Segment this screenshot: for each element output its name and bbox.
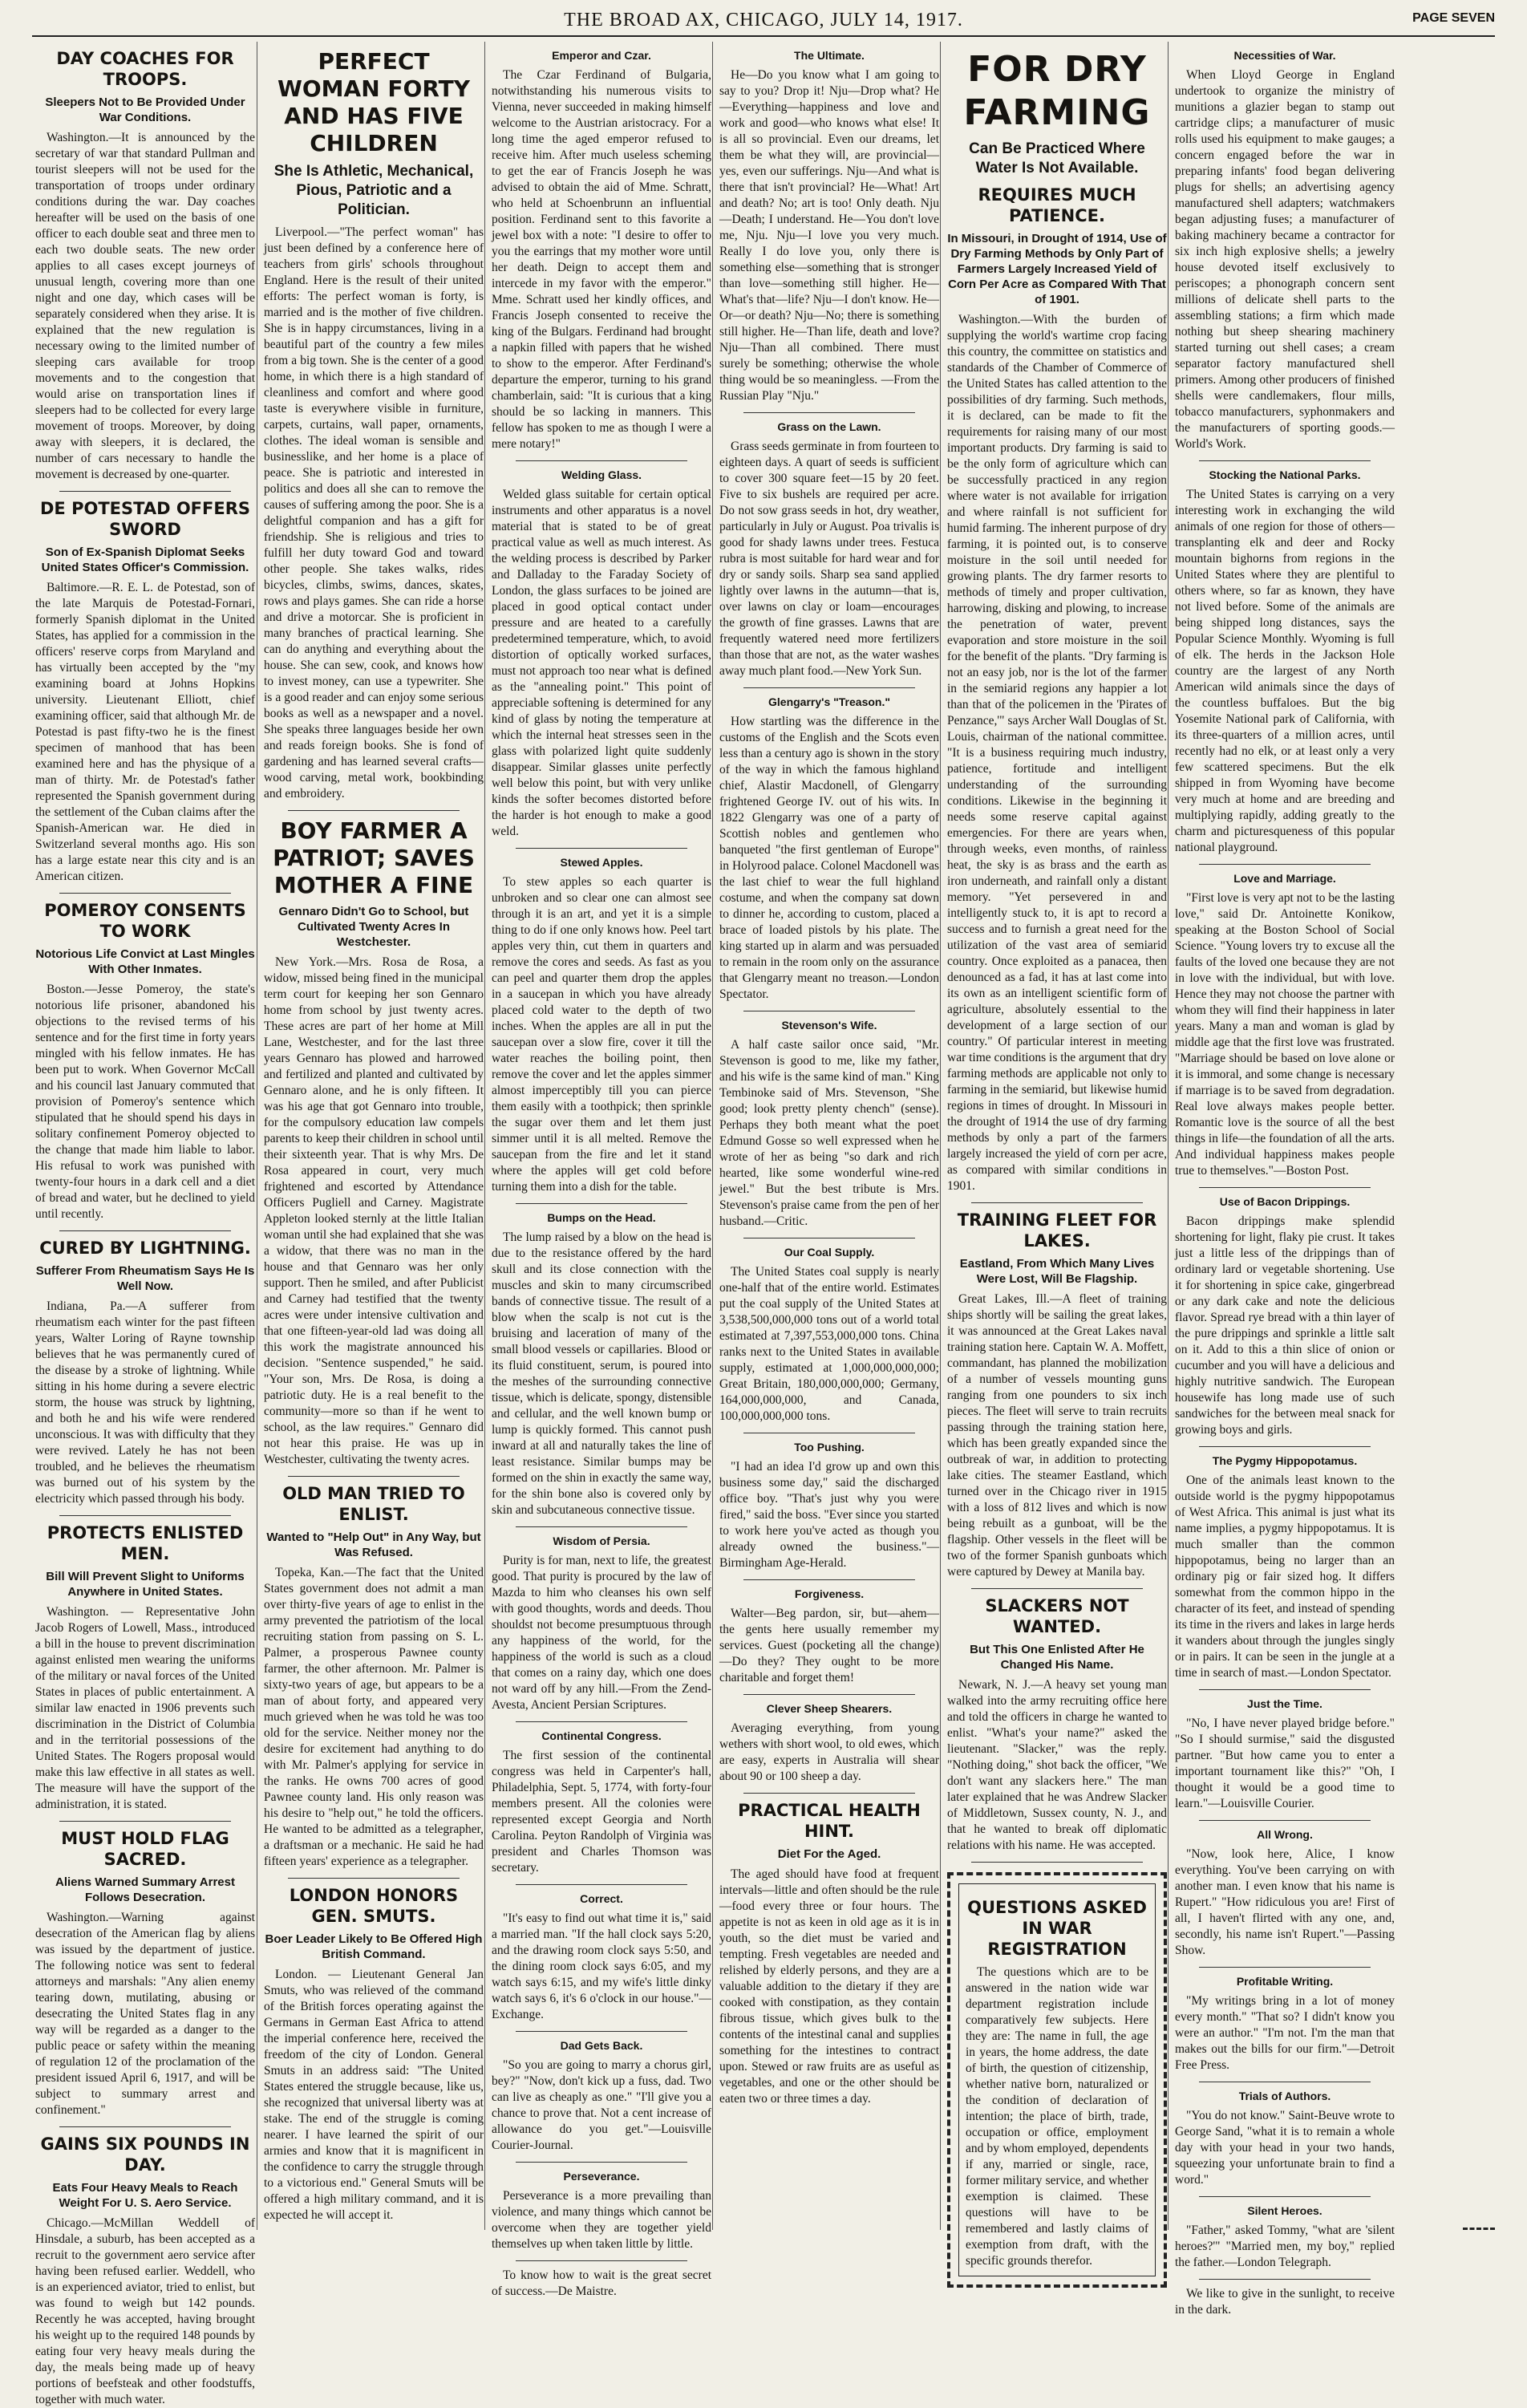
article-subheadline: Sleepers Not to Be Provided Under War Conditions. bbox=[45, 95, 245, 124]
article-divider bbox=[1199, 1446, 1371, 1447]
article bbox=[492, 1534, 711, 1713]
article-divider bbox=[516, 460, 687, 461]
article-divider bbox=[59, 1821, 231, 1822]
article-divider bbox=[516, 1526, 687, 1527]
article-divider bbox=[59, 491, 231, 492]
article-divider bbox=[59, 2126, 231, 2127]
article-body: To stew apples so each quarter is unbroken and so clear one can almost see through it is an art, and yet it is a simple thing to do if one only knows how. Peel tart apples very thin, cut them in quarters and remove the cores and seeds. As fast as you can peel and quarter them drop the apples in a saucepan in which you have already placed cold water to the depth of two inches. When the apples are all in put the saucepan over a slow fire, cover it till the water reaches the boiling point, then remove the cover and let the apples simmer almost imperceptibly till you can pierce them easily with a toothpick; then sprinkle the sugar over them and let them just simmer until it is all melted. Remove the saucepan from the fire and let it stand where the apples will get cold before turning them into a dish for the table. bbox=[492, 875, 711, 1194]
article bbox=[1175, 1697, 1395, 1812]
article bbox=[492, 1729, 711, 1876]
article-body: Topeka, Kan.—The fact that the United States government does not admit a man over thirty-five years of age to enlist in the army prevented the patriotism of the local recruiting station from passing on S. L. Palmer, a prosperous Pawnee county farmer, the other afternoon. Mr. Palmer is sixty-two years of age, but appears to be a man of about forty, and appeared very much grieved when he was told he was too old for the service. Neither money nor the desire for excitement had anything to do with Mr. Palmer's applying for service in the ranks. He owns 700 acres of good Pawnee county land. His only reason was his desire to "help out," he told the officers. He wanted to be admitted as a telegrapher, a draftsman or a mechanic. He said he had fifteen years' experience as a telegrapher. bbox=[264, 1566, 484, 1868]
article-body: "No, I have never played bridge before." "So I should surmise," said the disgusted partner. "But how came you to enter a important tournament like this?" "Oh, I thought it would be a good time to learn."—Louisville Courier. bbox=[1175, 1717, 1395, 1810]
article-divider bbox=[516, 1721, 687, 1722]
article-headline: Just the Time. bbox=[1247, 1697, 1322, 1710]
article-headline: MUST HOLD FLAG SACRED. bbox=[61, 1829, 229, 1869]
article bbox=[719, 1587, 939, 1686]
article-body: Walter—Beg pardon, sir, but—ahem—the gents here usually remember my services. Guest (pocketing all the change)—Do they? They ought to be more charitable and forget them! bbox=[719, 1607, 939, 1684]
article-divider bbox=[971, 1862, 1143, 1863]
article-body: One of the animals least known to the outside world is the pygmy hippopotamus of West Africa. This animal is just what its name implies, a pygmy hippopotamus. It is much smaller than the common hippopotamus, being no larger than an ordinary pig or fair sized hog. It differs somewhat from the common hippo in the character of its feet, and instead of spending its time in the rivers and lakes in large herds it wanders about through the jungles singly or in pairs. It can be seen in the jungle at a time in search of mast.—London Spectator. bbox=[1175, 1474, 1395, 1680]
article-headline: BOY FARMER A PATRIOT; SAVES MOTHER A FINE bbox=[273, 817, 475, 898]
article-headline: Necessities of War. bbox=[1233, 49, 1336, 62]
article-body: "So you are going to marry a chorus girl, bey?" "Now, don't kick up a fuss, dad. Two can live as cheaply as one." "I'll give you a chance to prove that. Not a cent increase of allowance do you get."—Louisville Courier-Journal. bbox=[492, 2058, 711, 2152]
article bbox=[719, 420, 939, 679]
article-body: The United States is carrying on a very interesting work in exchanging the wild animals of one region for those of others—transplanting elk and deer and Rocky mountain bighorns from regions in the United States where they are plentiful to others where, so far as known, they have not lived before. Some of the animals are being shipped long distances, says the Popular Science Monthly. Wyoming is full of elk. The herds in the Jackson Hole country are the largest of any North American wild animals since the days of the countless buffaloes. But the big Yosemite National park of California, with its three-quarters of a million acres, until recently had no elk, or at least only a very few scattered specimens. But the elk shipped in from Wyoming have become very much at home and are breeding and multiplying rapidly, adding greatly to the charm and picturesqueness of this popular national playground. bbox=[1175, 488, 1395, 854]
article-headline: Too Pushing. bbox=[794, 1441, 865, 1453]
article-headline: Emperor and Czar. bbox=[552, 49, 651, 62]
article-body: "Father," asked Tommy, "what are 'silent heroes?'" "Married men, my boy," replied the father.—London Telegraph. bbox=[1175, 2224, 1395, 2269]
article-divider bbox=[1199, 2279, 1371, 2280]
article-headline: Clever Sheep Shearers. bbox=[766, 1702, 893, 1715]
article-divider bbox=[516, 1884, 687, 1885]
article bbox=[1175, 2089, 1395, 2188]
article-headline: Our Coal Supply. bbox=[784, 1246, 875, 1259]
article-headline: Profitable Writing. bbox=[1236, 1975, 1334, 1988]
article bbox=[719, 48, 939, 404]
article-divider bbox=[1199, 1187, 1371, 1188]
article-body: The aged should have food at frequent intervals—little and often should be the rule—food every three or four hours. The appetite is not as keen in old age as it is in youth, so the diet must be varied and tempting. Fresh vegetables are needed and relished by elderly persons, and they are a valuable addition to the dietary if they are cooked with constipation, as they contain fibrous tissue, which gives bulk to the contents of the intestinal canal and supplies something for the intestines to contract upon. Stewed or raw fruits are as useful as vegetables, and one or the other should be eaten two or three times a day. bbox=[719, 1867, 939, 2106]
article-subheadline: But This One Enlisted After He Changed His Name. bbox=[970, 1643, 1144, 1672]
article bbox=[492, 1210, 711, 1518]
article-divider bbox=[516, 2162, 687, 2163]
article-headline: Stewed Apples. bbox=[560, 856, 643, 869]
article-secondary-subheadline: In Missouri, in Drought of 1914, Use of Dry Farming Methods by Only Part of Farmers Largely Increased Yield of Corn Per Acre as Compared With That of 1901. bbox=[947, 232, 1167, 306]
column-4 bbox=[712, 42, 946, 2230]
column-1 bbox=[32, 42, 261, 2406]
article-body: He—Do you know what I am going to say to you? Drop it! Nju—Drop what? He—Everything—happiness and love and work and good—who knows what else! It is all so provincial. Even our dreams, let them be what they will, are provincial—yes, even our sufferings. Nju—And what is there that isn't provincial? He—What! Art and death? No; art is too! Only death. Nju—Death; I understand. He—You don't love me, Nju. Nju—I love you very much. Really I do love you, only there is something else—something that is stronger than love—something still higher. He—What's that—life? Nju—I don't know. He—Or—or death? Nju—No; there is something still higher. He—Than life, death and love? Nju—Than all combined. There must surely be something; otherwise the whole thing would be so meaningless. —From the Russian Play "Nju." bbox=[719, 68, 939, 403]
article bbox=[1175, 1453, 1395, 1681]
article-body: Boston.—Jesse Pomeroy, the state's notorious life prisoner, abandoned his objections to the revised terms of his sentence and for the first time in forty years mingled with his fellow inmates. He has been put to work. When Governor McCall and his council last January commuted that provision of Pomeroy's sentence which stipulated that he should spend his days in solitary confinement Pomeroy objected to the change that made him liable to labor. His refusal to work was punished with twenty-four hours in a dark cell and a diet of bread and water, but he declined to yield until recently. bbox=[35, 983, 255, 1221]
article-headline: QUESTIONS ASKED IN WAR REGISTRATION bbox=[967, 1898, 1147, 1959]
article-headline: PERFECT WOMAN FORTY AND HAS FIVE CHILDREN bbox=[277, 48, 470, 156]
article bbox=[947, 1210, 1167, 1580]
article bbox=[492, 48, 711, 452]
article-body: Washington.—It is announced by the secretary of war that standard Pullman and tourist sleepers will not be used for the transportation of troops under ordinary conditions during the war. Day coaches hereafter will be used on the basis of one officer to each double seat and three men to each two double seats. The new order applies to all cases except journeys of unusual length, covering more than one night and one day, which cases will be separately considered when they arise. It is explained that the new regulation is necessary owing to the limited number of sleeping cars available for troop movements and to the congestion that would arise on transportation lines if sleepers had to be collected for every large movement of troops. Moreover, by doing away with sleepers, it is declared, the number of cars necessary to handle the movement is decreased by one-quarter. bbox=[35, 131, 255, 481]
article-divider bbox=[288, 1878, 460, 1879]
article bbox=[492, 2038, 711, 2154]
article bbox=[264, 1483, 484, 1870]
article bbox=[35, 48, 255, 483]
article bbox=[1175, 2203, 1395, 2271]
article bbox=[492, 855, 711, 1195]
article-divider bbox=[971, 1202, 1143, 1203]
article-body: Newark, N. J.—A heavy set young man walked into the army recruiting office here and told the officers in charge he wanted to enlist. "What's your name?" asked the lieutenant. "Slacker," was the reply. "Nothing doing," shot back the officer, "We don't want any slackers here." The man later explained that he was Andrew Slacker of Middletown, Sussex county, N. J., and that he wanted to break off diplomatic relations with his name. He was accepted. bbox=[947, 1678, 1167, 1852]
article-headline: PRACTICAL HEALTH HINT. bbox=[738, 1801, 921, 1841]
article-subheadline: Wanted to "Help Out" in Any Way, but Was Refused. bbox=[266, 1530, 481, 1559]
article-body: Perseverance is a more prevailing than violence, and many things which cannot be overcome when they are together yield themselves up when taken little by little. bbox=[492, 2189, 711, 2251]
article bbox=[492, 2169, 711, 2252]
masthead bbox=[32, 6, 1495, 37]
article-divider bbox=[1199, 2196, 1371, 2197]
article-headline: PROTECTS ENLISTED MEN. bbox=[47, 1523, 244, 1563]
article-headline: Welding Glass. bbox=[561, 468, 642, 481]
article bbox=[492, 2268, 711, 2300]
article-divider bbox=[516, 2031, 687, 2032]
article-body: "Now, look here, Alice, I know everything. You've been carrying on with another man. I even know that his name is Rupert." "How ridiculous you are! First of all, I haven't flirted with any one, and, secondly, his name isn't Rupert."—Passing Show. bbox=[1175, 1847, 1395, 1957]
article bbox=[35, 498, 255, 885]
article-body: Washington.—With the burden of supplying the world's wartime crop facing this country, the committee on statistics and standards of the Chamber of Commerce of the United States has called attention to the possibilities of dry farming. Such methods, it is declared, can be made to fit the requirements for raising many of our most important products. Dry farming is said to be the only form of agriculture which can be successfully practiced in any region where water is not available for irrigation and where rainfall is not sufficient for humid farming. The inherent purpose of dry farming, it is pointed out, is to conserve moisture in the soil until needed for growing plants. The dry farmer resorts to methods of timely and proper cultivation, harrowing, disking and plowing, to increase the penetration of water, prevent evaporation and store moisture in the soil for the benefit of the plants. "Dry farming is not an easy job, nor is the lot of the farmer in the semiarid regions any happier a lot than that of the policemen in the 'Pirates of Penzance,'" says Archer Wall Douglas of St. Louis, chairman of the national committee. "It is a business requiring much industry, patience, fortitude and intelligent understanding of the surrounding conditions. Likewise in the beginning it needs some reserve capital against emergencies. For there are years when, through weeks, even months, of rainless heat, the sky is as brass and the earth as iron underneath, and rainfall only a distant memory. "Yet persevered in and intelligently stuck to, it is apt to record a success and to furnish a great need for the utilization of the vast area of semiarid country. Once exploited as a panacea, then denounced as a fad, it has at last come into its own as an intelligent scientific form of agriculture, absolutely essential to the development of a large section of our country." Of particular interest in meeting war time conditions is the argument that dry farming methods are applicable not only to farming in the semiarid, but likewise humid regions in times of drought. In Missouri in the drought of 1914 the use of dry farming methods by only a part of the farmers largely increased the yield of corn per acre, as compared with similar conditions in 1901. bbox=[947, 313, 1167, 1193]
article bbox=[1175, 48, 1395, 452]
article-body: The first session of the continental congress was held in Carpenter's hall, Philadelphia, Sept. 5, 1774, with forty-four members present. All the colonies were represented except Georgia and North Carolina. Peyton Randolph of Virginia was president and Charles Thomson was secretary. bbox=[492, 1749, 711, 1875]
article-headline: TRAINING FLEET FOR LAKES. bbox=[957, 1210, 1157, 1251]
article bbox=[35, 1522, 255, 1813]
article bbox=[35, 1238, 255, 1507]
boxed-notice bbox=[947, 1872, 1167, 2288]
article-divider bbox=[743, 412, 915, 413]
article-subheadline: Diet For the Aged. bbox=[777, 1847, 881, 1861]
article-headline: Grass on the Lawn. bbox=[777, 420, 881, 433]
article-body: Grass seeds germinate in from fourteen to eighteen days. A quart of seeds is sufficient to cover 300 square feet—15 by 20 feet. Five to six bushels are required per acre. Do not sow grass seeds in hot, dry weather, particularly in July or August. Poa trivalis is good for shady lawns under trees. Festuca rubra is most suitable for hard wear and for dry or sandy soils. Sharp sea sand applied lightly over lawns in the autumn—that is, over lawns on clay or loam—encourages the growth of fine grasses. Lawns that are frequently watered need more fertilizers than those that are not, as the water washes away much plant food.—New York Sun. bbox=[719, 440, 939, 678]
article bbox=[719, 695, 939, 1003]
article-divider bbox=[743, 1694, 915, 1695]
article-subheadline: Aliens Warned Summary Arrest Follows Desecration. bbox=[55, 1875, 235, 1904]
article-body: Purity is for man, next to life, the greatest good. That purity is procured by the law of Mazda to him who cleanses his own self with good thoughts, words and deeds. Thou shouldst not become presumptuous through any happiness of the world, for the happiness of the world is such as a cloud that comes on a rainy day, which one does not ward off by any hill.—From the Zend-Avesta, Ancient Persian Scriptures. bbox=[492, 1554, 711, 1712]
column-6 bbox=[1168, 42, 1401, 2317]
article-headline: Use of Bacon Drippings. bbox=[1219, 1195, 1351, 1208]
article-body: Washington.—Warning against desecration of the American flag by aliens was issued by the department of justice. The following notice was sent to federal attorneys and marshals: "Any alien enemy tearing down, mutilating, abusing or desecrating the United States flag in any way will be regarded as a danger to the public peace or safety within the meaning of regulation 12 of the proclamation of the president issued April 6, 1917, and will be subject to summary arrest and confinement." bbox=[35, 1911, 255, 2117]
article-body: "I had an idea I'd grow up and own this business some day," said the discharged office boy. "That's just why you were fired," said the boss. "Ever since you started to work here you've acted as though you already owned the business."—Birmingham Age-Herald. bbox=[719, 1460, 939, 1570]
article-body: The Czar Ferdinand of Bulgaria, notwithstanding his numerous visits to Vienna, never succeeded in making himself welcome to the Austrian aristocracy. For a long time the aged emperor refused to receive him. After much useless scheming to get the ear of Francis Joseph he was advised to obtain the aid of Mme. Schratt, who held at Schoenbrunn an influential position. Ferdinand sent to this favorite a jewel box with a note: "I desire to offer to you the earrings that my mother wore until her death. Deign to accept them and intercede in my favor with the emperor." Mme. Schratt used her kindly offices, and Francis Joseph consented to receive the king of the Bulgars. Ferdinand had brought a napkin filled with papers that he wished to show to the emperor. After Ferdinand's departure the emperor, turning to his grand chamberlain, said: "It is curious that a king should be so lacking in manners. This fellow has spoken to me as though I were a mere notary!" bbox=[492, 68, 711, 451]
article-headline: Glengarry's "Treason." bbox=[768, 695, 890, 708]
article-headline: All Wrong. bbox=[1257, 1828, 1313, 1841]
article-body: The United States coal supply is nearly one-half that of the entire world. Estimates put the coal supply of the United States at 3,538,500,000,000 tons out of a world total estimated at 7,397,553,000,000 tons. China ranks next to the United States in available supply, estimated at 1,000,000,000,000; Great Britain, 180,000,000,000; Germany, 164,000,000,000, and Canada, 100,000,000,000 tons. bbox=[719, 1265, 939, 1423]
article-headline: OLD MAN TRIED TO ENLIST. bbox=[282, 1484, 465, 1524]
article-headline: DAY COACHES FOR TROOPS. bbox=[56, 49, 234, 89]
article-body: How startling was the difference in the customs of the English and the Scots even less than a century ago is shown in the story of the way in which the famous highland chief, Alastir Macdonell, of Glengarry frightened George IV. out of his wits. In 1822 Glengarry was one of a party of Scottish nobles and gentlemen who banqueted "the first gentleman of Europe" in Holyrood palace. Colonel Macdonell was the last chief to wear the full highland costume, and when the company sat down to dinner he, according to custom, placed a brace of loaded pistols by his plate. The king started up in alarm and was persuaded to remain in the room only on the assurance that Glengarry meant no treason.—London Spectator. bbox=[719, 715, 939, 1001]
article bbox=[264, 1885, 484, 2224]
article-headline: GAINS SIX POUNDS IN DAY. bbox=[40, 2134, 250, 2175]
article-subheadline: Eats Four Heavy Meals to Reach Weight For U. S. Aero Service. bbox=[52, 2181, 238, 2210]
article-divider bbox=[743, 1579, 915, 1580]
article-subheadline: Can Be Practiced Where Water Is Not Available. bbox=[969, 140, 1145, 176]
article-divider bbox=[59, 1230, 231, 1231]
article-headline: The Pygmy Hippopotamus. bbox=[1212, 1454, 1358, 1467]
article-headline: Trials of Authors. bbox=[1238, 2090, 1331, 2102]
column-5 bbox=[940, 42, 1173, 2268]
article-headline: Dad Gets Back. bbox=[560, 2039, 643, 2052]
article-headline: CURED BY LIGHTNING. bbox=[39, 1238, 251, 1258]
article-headline: Perseverance. bbox=[563, 2170, 640, 2183]
article-headline: SLACKERS NOT WANTED. bbox=[985, 1596, 1129, 1636]
article-subheadline: Gennaro Didn't Go to School, but Cultivated Twenty Acres In Westchester. bbox=[278, 905, 469, 949]
article-body: Great Lakes, Ill.—A fleet of training ships shortly will be sailing the great lakes, it was announced at the Great Lakes naval training station here. Captain W. A. Moffett, commandant, has planned the mobilization of a number of vessels mounting guns ranging from one pounders to six inch pieces. The fleet will serve to train recruits passing through the training station here, which has been greatly expanded since the outbreak of war, in addition to protecting lake cities. The steamer Eastland, which turned over in the Chicago river in 1915 with a loss of 812 lives and which is now being rebuilt as a gunboat, will be the flagship. Other vessels in the fleet will be two of the former Spanish gunboats which were captured by Dewey at Manila bay. bbox=[947, 1292, 1167, 1579]
article-divider bbox=[1199, 1820, 1371, 1821]
decorative-rule bbox=[1463, 2219, 1495, 2230]
article-divider bbox=[516, 1203, 687, 1204]
article-headline: Wisdom of Persia. bbox=[553, 1534, 650, 1547]
article bbox=[719, 1701, 939, 1785]
article-subheadline: Son of Ex-Spanish Diplomat Seeks United States Officer's Commission. bbox=[41, 545, 249, 574]
article bbox=[1175, 1194, 1395, 1438]
article-subheadline: Notorious Life Convict at Last Mingles With Other Inmates. bbox=[35, 947, 255, 976]
article-body: Indiana, Pa.—A sufferer from rheumatism each winter for the past fifteen years, Walter Loring of Rayne township believes that he was permanently cured of the disease by a stroke of lightning. While sitting in his home during a severe electric storm, the house was struck by lightning, and both he and his wife were rendered unconscious. It was with difficulty that they were revived. Lately he has not been troubled, and he believes the rheumatism was burned out of his system by the electricity which passed through his body. bbox=[35, 1299, 255, 1506]
article bbox=[719, 1245, 939, 1425]
boxed-notice-inner bbox=[958, 1883, 1156, 2276]
article-subheadline: Sufferer From Rheumatism Says He Is Well Now. bbox=[35, 1264, 255, 1293]
article-body: Baltimore.—R. E. L. de Potestad, son of the late Marquis de Potestad-Fornari, formerly Spanish diplomat in the United States, has applied for a commission in the officers' reserve corps from Maryland and has virtually been accepted by the "my examining board at Johns Hopkins university. Lieutenant Elliott, chief examining officer, said that although Mr. de Potestad is past fifty-two he is the finest specimen of manhood that has been examined here and has the physique of a man of thirty. Mr. de Potestad's father represented the Spanish government during the settlement of the Cuban claims after the Spanish-American war. He died in Switzerland several months ago. His son has a large estate near this city and is an American citizen. bbox=[35, 581, 255, 883]
article-divider bbox=[288, 810, 460, 811]
article-body: Chicago.—McMillan Weddell of Hinsdale, a suburb, has been accepted as a recruit to the government aero service after having been refused earlier. Weddell, who is an experienced aviator, tried to enlist, but was found to weigh but 142 pounds. Recently he was accepted, having brought his weight up to the required 148 pounds by eating four very heavy meals during the day, the meals being made up of heavy portions of beefsteak and other foodstuffs, together with much water. bbox=[35, 2216, 255, 2406]
article-divider bbox=[516, 2260, 687, 2261]
article-headline: POMEROY CONSENTS TO WORK bbox=[44, 901, 246, 941]
article-headline: Continental Congress. bbox=[541, 1729, 662, 1742]
article-divider bbox=[1199, 1689, 1371, 1690]
article bbox=[264, 48, 484, 802]
article-body: London. — Lieutenant General Jan Smuts, who was relieved of the command of the British forces operating against the Germans in German East Africa to attend the imperial conference here, received the freedom of the city of London. General Smuts in an address said: "The United States entered the struggle because, like us, she recognized that universal liberty was at stake. The end of the struggle is coming nearer. I have learned the spirit of our armies and know that it is magnificent in the confidence to carry the struggle through to a victorious end." General Smuts will be offered a high military command, and it is expected he will accept it. bbox=[264, 1968, 484, 2222]
article-divider bbox=[1199, 1967, 1371, 1968]
article-headline: DE POTESTAD OFFERS SWORD bbox=[40, 499, 250, 539]
article-headline: Love and Marriage. bbox=[1233, 872, 1336, 885]
article-divider bbox=[59, 893, 231, 894]
article bbox=[492, 468, 711, 840]
article-subheadline: Eastland, From Which Many Lives Were Lost, Will Be Flagship. bbox=[959, 1257, 1155, 1286]
article bbox=[1175, 2286, 1395, 2318]
article-body: Liverpool.—"The perfect woman" has just been defined by a conference here of teachers from girls' schools throughout England. Here is the result of their united efforts: The perfect woman is forty, is married and is the mother of five children. She is in happy circumstances, living in a beautiful part of the country a few miles from a big town. She is the center of a good home, in which there is a high standard of cleanliness and comfort and where good taste is everywhere visible in furniture, carpets, curtains, wall paper, ornaments, clothes. The ideal woman is sensible and businesslike, and her home is a place of peace. She is patriotic and interested in politics and does all she can to remove the causes of suffering among the poor. She is a delightful companion and has a gift for friendship. She is religious and tries to fulfill her duty toward God and toward other people. She takes walks, rides bicycles, climbs, swims, dances, skates, rows and plays games. She can ride a horse and drive a motorcar. She is proficient in many branches of practical learning. She can do anything and everything about the house. She can sew, cook, and knows how to invest money, can use a typewriter. She is a good reader and can enjoy some serious books as well as a newspaper and a novel. She speaks three languages beside her own and reads foreign books. She is fond of gardening and has learned several crafts—wood carving, metal work, bookbinding and embroidery. bbox=[264, 225, 484, 801]
article-body: New York.—Mrs. Rosa de Rosa, a widow, missed being fined in the municipal term court for keeping her son Gennaro home from school by just twenty acres. These acres are part of her home at Mill Lane, Westchester, and for the last three years Gennaro has plowed and harrowed and fertilized and planted and cultivated by Gennaro alone, and he is only fifteen. It was his age that got Gennaro into trouble, for the compulsory education law compels parents to keep their children in school until their sixteenth year. That is why Mrs. De Rosa appeared in court, very much frightened and escorted by Attendance Officers Pugliell and Carney. Magistrate Appleton looked sternly at the little Italian woman until she had explained that she was a widow, that there was no man in the house and that Gennaro was her only support. Then he smiled, and after Publicist and Carney had testified that the twenty acres were under intensive cultivation and that one fifteen-year-old lad was doing all this work the magistrate announced his decision. "Sentence suspended," he said. "Your son, Mrs. De Rosa, is doing a patriotic duty. He is a real benefit to the community—more so than if he went to school, as the law requires." Gennaro did not hear this praise. He was up in Westchester, cultivating the twenty acres. bbox=[264, 955, 484, 1466]
article-headline: Silent Heroes. bbox=[1247, 2204, 1322, 2217]
article bbox=[947, 1595, 1167, 1854]
article bbox=[492, 1891, 711, 2023]
article-divider bbox=[516, 848, 687, 849]
article-subheadline: Bill Will Prevent Slight to Uniforms Anywhere in United States. bbox=[46, 1570, 245, 1599]
article-headline: LONDON HONORS GEN. SMUTS. bbox=[289, 1886, 459, 1926]
article bbox=[947, 48, 1167, 1194]
article-headline: Forgiveness. bbox=[794, 1587, 865, 1600]
article-divider bbox=[1199, 864, 1371, 865]
article-divider bbox=[288, 1476, 460, 1477]
article bbox=[719, 1800, 939, 2107]
article-body: Washington. — Representative John Jacob Rogers of Lowell, Mass., introduced a bill in the house to prevent discrimination against enlisted men wearing the uniforms of the military or naval forces of the United States in places of public entertainment. A similar law enacted in 1906 prevents such discrimination in the District of Columbia and in the territorial possessions of the United States. The Rogers proposal would make this law effective in all states as well. The measure will have the support of the administration, it is stated. bbox=[35, 1605, 255, 1811]
article-headline: Correct. bbox=[580, 1892, 623, 1905]
article-headline: FOR DRY FARMING bbox=[963, 49, 1151, 133]
article-body: "You do not know." Saint-Beuve wrote to George Sand, "what it is to remain a whole day with your head in your two hands, squeezing your unfortunate brain to find a word." bbox=[1175, 2109, 1395, 2187]
article-divider bbox=[743, 687, 915, 688]
article-body: When Lloyd George in England undertook to organize the ministry of munitions a glazier began to stamp out cartridge clips; a manufacturer of music rolls used his equipment to make gauges; a concern engaged before the war in preparing infants' food began delivering plugs for shells; an advertising agency manufactured shell adapters; watchmakers began adjusting fuses; a manufacturer of baking machinery became a contractor for six inch high explosive shells; a jewelry house devoted itself exclusively to periscopes; a phonograph concern sent millions of delicate shell parts to the assembling stations; a firm which made nothing but sheep shearing machinery started turning out shell cases; a cream separator factory manufactured shell primers. Among other producers of finished shells were candlemakers, flour mills, tobacco manufacturers, syphonmakers and the manufacturers of sporting goods.—World's Work. bbox=[1175, 68, 1395, 451]
article-body: "My writings bring in a lot of money every month." "That so? I didn't know you were an author." "I'm not. I'm the man that makes out the bills for our firm."—Detroit Free Press. bbox=[1175, 1994, 1395, 2072]
article-divider bbox=[971, 1588, 1143, 1589]
article-divider bbox=[1199, 460, 1371, 461]
article-body: We like to give in the sunlight, to receive in the dark. bbox=[1175, 2287, 1395, 2317]
article bbox=[719, 1018, 939, 1230]
article-body: The lump raised by a blow on the head is due to the resistance offered by the hard skull and its close connection with the muscles and skin to many circumscribed bands of connective tissue. The result of a blow when the scalp is not cut is the bruising and laceration of many of the small blood vessels or capillaries. Blood or its fluid constituent, serum, is poured into the meshes of the surrounding connective tissue, which is delicate, spongy, distensible and cellular, and the well known bump or lump is quickly formed. This cannot push inward at all and naturally takes the line of least resistance. Similar bumps may be formed on the shin in exactly the same way, for the shin bone also is covered only by skin and subcutaneous connective tissue. bbox=[492, 1230, 711, 1517]
article-body: The questions which are to be answered in the nation wide war department registration include comparatively few subjects. Here they are: The name in full, the age in years, the home address, the date of birth, the question of citizenship, whether native born, naturalized or the condition of declaration of intention; the place of birth, trade, occupation or office, employment and by whom employed, dependents if any, married or single, race, former military service, and whether exemption is claimed. These questions will have to be remembered and lastly claims of exemption from draft, with the specific grounds therefor. bbox=[966, 1965, 1148, 2268]
article bbox=[947, 1872, 1167, 2288]
article-body: Bacon drippings make splendid shortening for light, flaky pie crust. It takes just a little less of the drippings than of ordinary lard or vegetable shortening. Use it for shortening in spice cake, gingerbread or any dark cake and note the delicious flavor. Spread rye bread with a thin layer of the pure drippings and sprinkle a little salt on it. Add to this a thin slice of onion or cucumber and you will have a delicious and highly nutritive sandwich. The European housewife has long made use of such sandwiches for the between meal snack for growing boys and girls. bbox=[1175, 1214, 1395, 1437]
article-headline: The Ultimate. bbox=[794, 49, 865, 62]
article-body: "It's easy to find out what time it is," said a married man. "If the hall clock says 5:20, and the drawing room clock says 5:50, and the dining room clock says 6:05, and my watch says 6:15, and my wife's little dinky watch says 6, it's 6 o'clock in our house."—Exchange. bbox=[492, 1911, 711, 2021]
article-body: "First love is very apt not to be the lasting love," said Dr. Antoinette Konikow, speaking at the Boston School of Social Science. "Young lovers try to excuse all the faults of the loved one because they are not in love with the individual, but with love. Hence they may not choose the partner with whom they will find their happiness in later years. Many a man and woman is glad by middle age that the first love was frustrated. "Marriage should be based on love alone or it is immoral, and some change is necessary if marriage is to be saved from degradation. Real love always makes people better. Romantic love is the source of all the best things in life—the foundation of all the arts. And individual happiness makes people true to themselves."—Boston Post. bbox=[1175, 891, 1395, 1178]
article-body: A half caste sailor once said, "Mr. Stevenson is good to me, like my father, and his wife is the same kind of man." King Tembinoke said of Mrs. Stevenson, "She good; look pretty plenty chench" (sense). Perhaps they both meant what the poet Edmund Gosse so well expressed when he wrote of her as being "so dark and rich hearted, like some wonderful wine-red jewel." But the best tribute is Mrs. Stevenson's praise came from the pen of her husband.—Critic. bbox=[719, 1038, 939, 1228]
article-secondary-headline: REQUIRES MUCH PATIENCE. bbox=[978, 185, 1136, 225]
column-3 bbox=[484, 42, 718, 2298]
article-headline: Stevenson's Wife. bbox=[781, 1019, 877, 1032]
article bbox=[35, 900, 255, 1222]
article bbox=[1175, 871, 1395, 1179]
article bbox=[35, 1828, 255, 2118]
article-subheadline: She Is Athletic, Mechanical, Pious, Patriotic and a Politician. bbox=[273, 163, 474, 218]
article bbox=[35, 2134, 255, 2408]
column-2 bbox=[257, 42, 490, 2230]
page-label: PAGE SEVEN bbox=[1412, 11, 1495, 25]
newspaper-title: THE BROAD AX, CHICAGO, JULY 14, 1917. bbox=[564, 10, 963, 30]
article bbox=[1175, 468, 1395, 856]
article-headline: Bumps on the Head. bbox=[547, 1211, 656, 1224]
article bbox=[719, 1440, 939, 1571]
article-subheadline: Boer Leader Likely to Be Offered High British Command. bbox=[265, 1932, 483, 1961]
article bbox=[264, 817, 484, 1468]
article bbox=[1175, 1827, 1395, 1959]
article-headline: Stocking the National Parks. bbox=[1209, 468, 1361, 481]
article-divider bbox=[743, 1793, 915, 1794]
article-body: Welded glass suitable for certain optical instruments and other apparatus is a novel material that is stated to be of great practical value as well as much interest. As the welding process is described by Parker and Dalladay to the Faraday Society of London, the glass surfaces to be joined are placed in good optical contact under pressure and are heated to a carefully predetermined temperature, which, to avoid distortion of optically worked surfaces, must not approach too near what is defined as the "annealing point." This point of appreciable softening is determined for any kind of glass by noting the temperature at which the internal heat stresses seen in the glass with polarized light quite suddenly disappear. Similar glasses unite perfectly well below this point, but with very unlike kinds the softer becomes distorted before the harder is hot enough to make a good weld. bbox=[492, 488, 711, 838]
article-divider bbox=[59, 1515, 231, 1516]
article bbox=[1175, 1974, 1395, 2074]
article-body: Averaging everything, from young wethers with short wool, to old ewes, which are easy, experts in Australia will shear about 90 or 100 sheep a day. bbox=[719, 1721, 939, 1783]
article-body: To know how to wait is the great secret of success.—De Maistre. bbox=[492, 2268, 711, 2298]
